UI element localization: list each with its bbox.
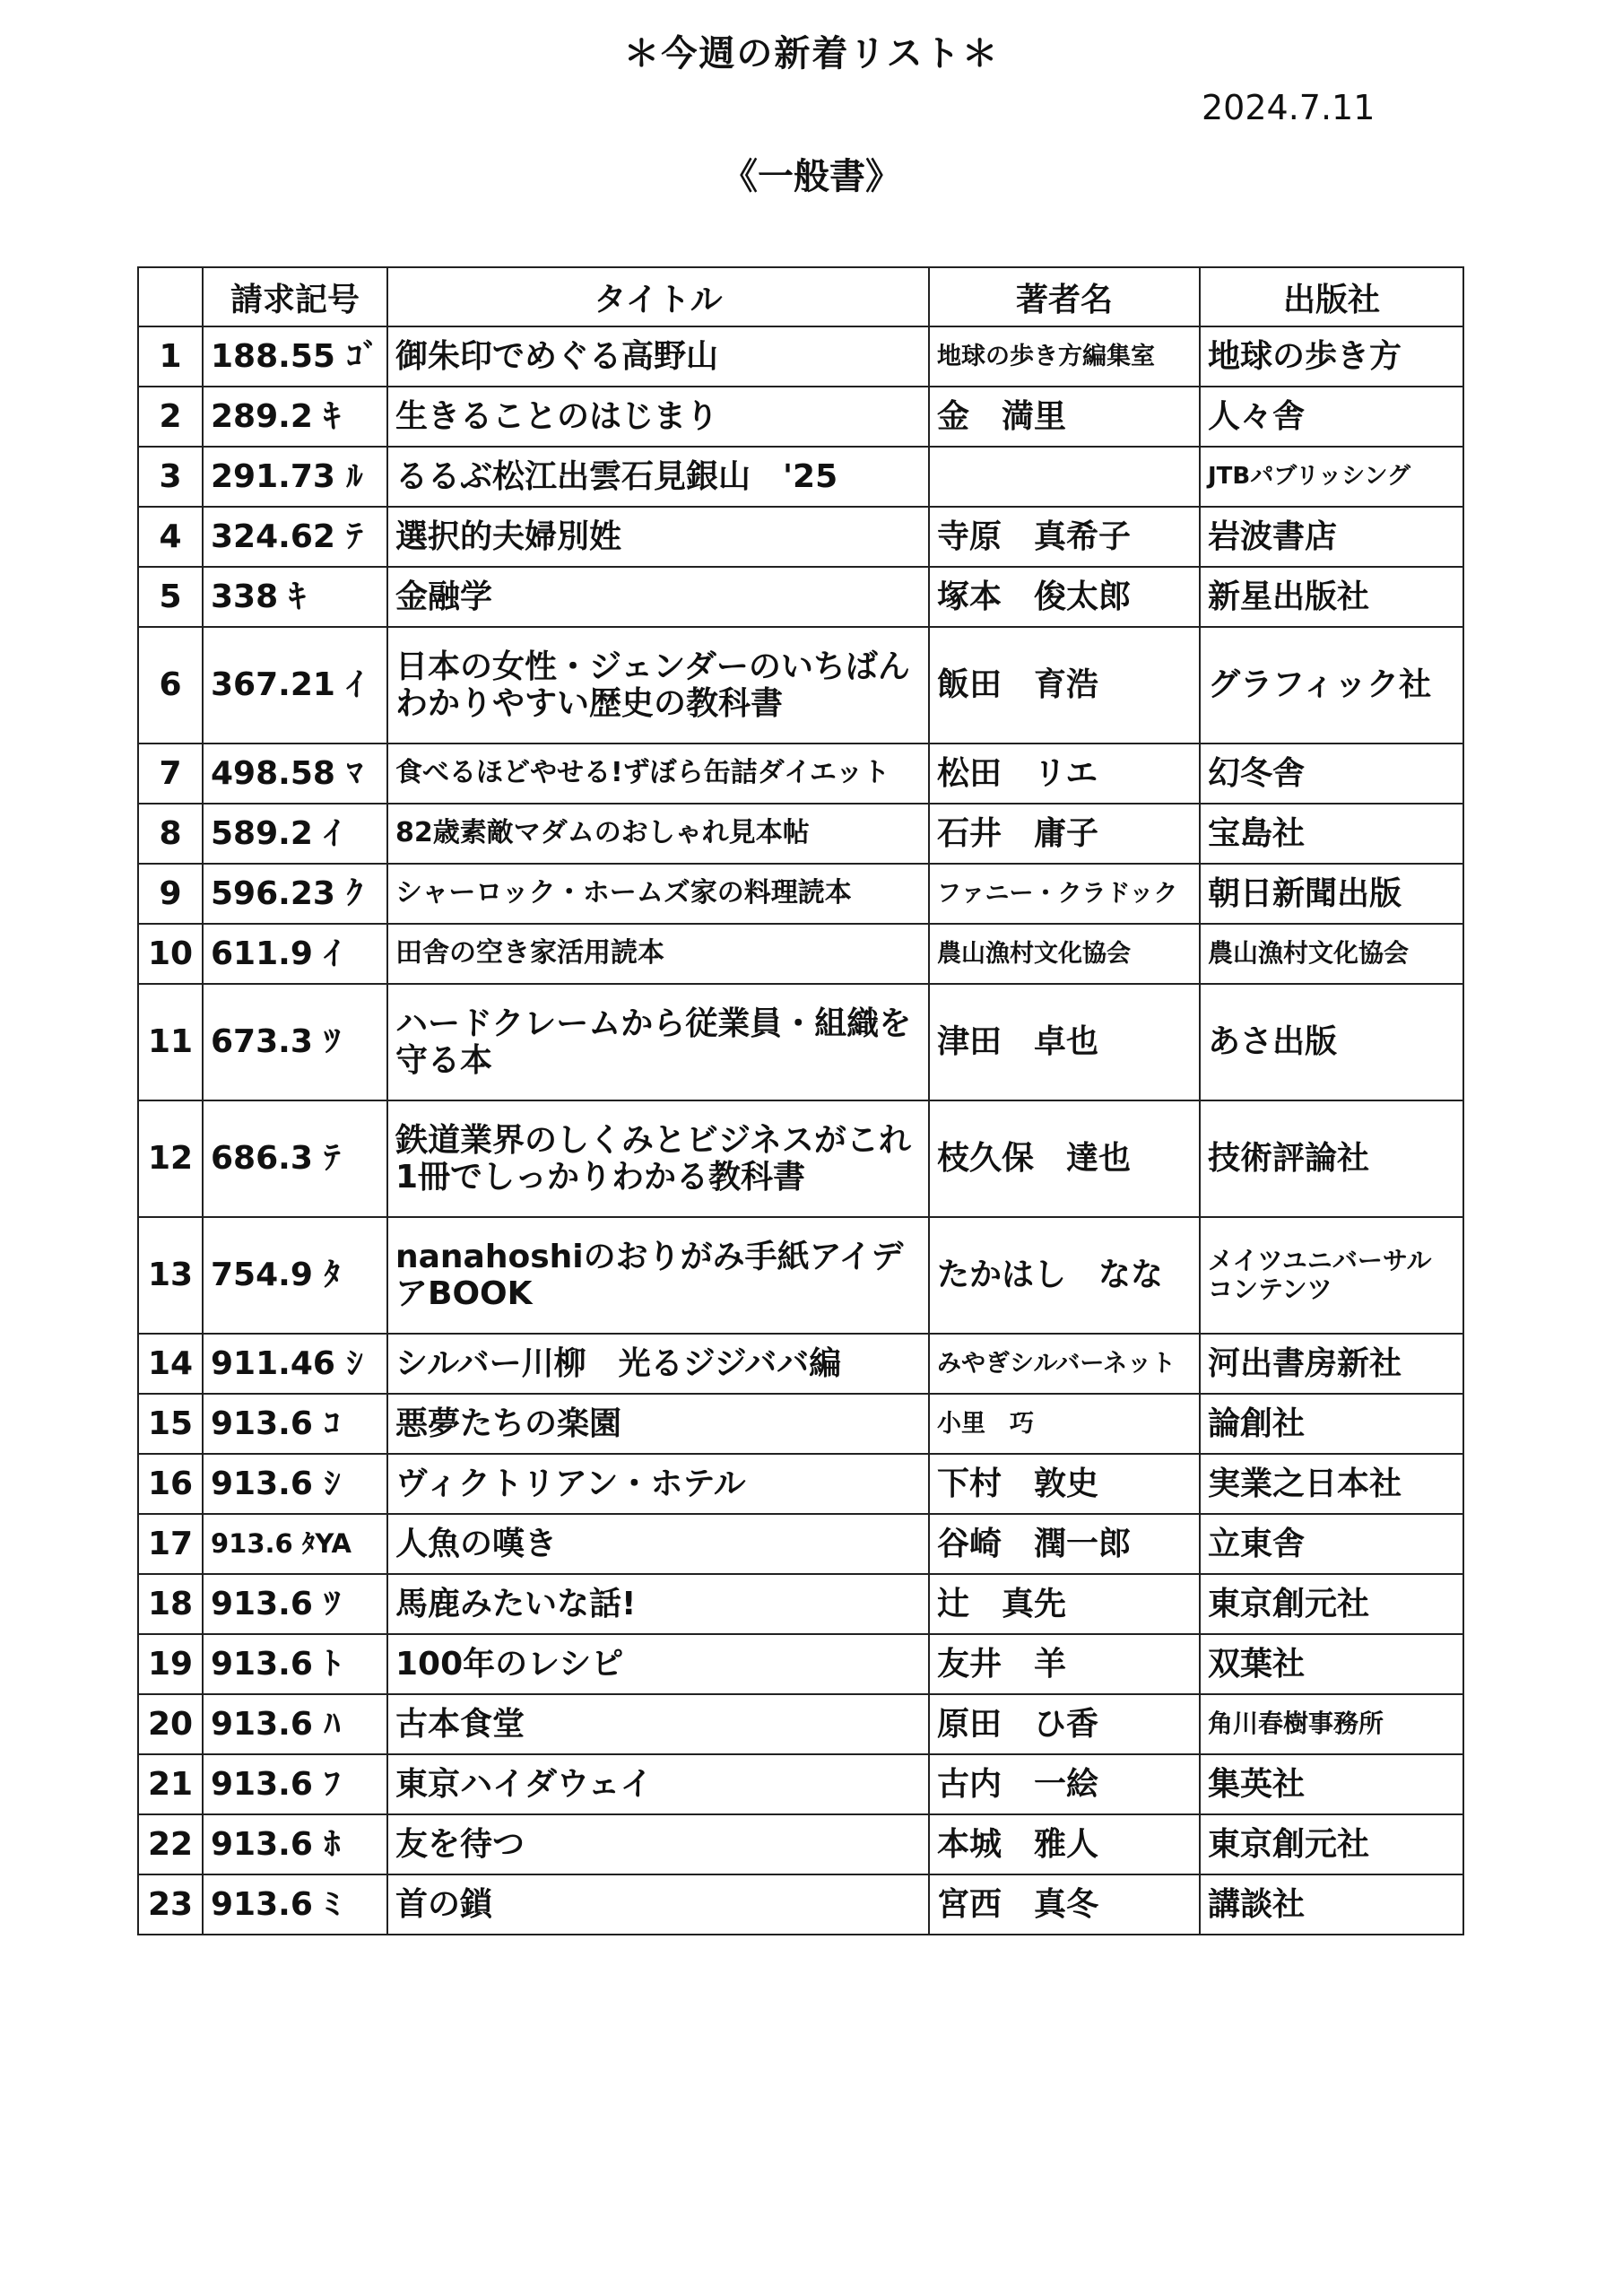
book-author: 寺原 真希子 bbox=[929, 507, 1200, 567]
column-header-number bbox=[138, 267, 203, 326]
book-author: みやぎシルバーネット bbox=[929, 1334, 1200, 1394]
call-number: 913.6 ﾊ bbox=[203, 1694, 387, 1754]
row-number: 20 bbox=[138, 1694, 203, 1754]
table-row bbox=[138, 1217, 1463, 1334]
book-publisher: 宝島社 bbox=[1200, 804, 1463, 864]
book-title: 人魚の嘆き bbox=[387, 1514, 929, 1574]
column-header-title: タイトル bbox=[387, 267, 929, 326]
table-row bbox=[138, 864, 1463, 924]
call-number: 596.23 ｸ bbox=[203, 864, 387, 924]
column-header-call-number: 請求記号 bbox=[203, 267, 387, 326]
book-title: るるぶ松江出雲石見銀山 '25 bbox=[387, 447, 929, 507]
call-number: 913.6 ﾐ bbox=[203, 1874, 387, 1935]
book-publisher: 角川春樹事務所 bbox=[1200, 1694, 1463, 1754]
table-row bbox=[138, 507, 1463, 567]
call-number: 913.6 ﾂ bbox=[203, 1574, 387, 1634]
table-row bbox=[138, 326, 1463, 387]
book-title: 田舎の空き家活用読本 bbox=[387, 924, 929, 984]
table-row bbox=[138, 984, 1463, 1100]
row-number: 16 bbox=[138, 1454, 203, 1514]
book-author: 枝久保 達也 bbox=[929, 1100, 1200, 1217]
row-number: 13 bbox=[138, 1217, 203, 1334]
book-publisher: グラフィック社 bbox=[1200, 627, 1463, 744]
table-row bbox=[138, 1394, 1463, 1454]
call-number: 291.73 ﾙ bbox=[203, 447, 387, 507]
call-number: 754.9 ﾀ bbox=[203, 1217, 387, 1334]
book-title: 古本食堂 bbox=[387, 1694, 929, 1754]
row-number: 12 bbox=[138, 1100, 203, 1217]
book-title: 100年のレシピ bbox=[387, 1634, 929, 1694]
book-title: 日本の女性・ジェンダーのいちばんわかりやすい歴史の教科書 bbox=[387, 627, 929, 744]
call-number: 289.2 ｷ bbox=[203, 387, 387, 447]
book-author: 松田 リエ bbox=[929, 744, 1200, 804]
book-title: シャーロック・ホームズ家の料理読本 bbox=[387, 864, 929, 924]
book-publisher: 双葉社 bbox=[1200, 1634, 1463, 1694]
row-number: 11 bbox=[138, 984, 203, 1100]
table-row bbox=[138, 1574, 1463, 1634]
book-publisher: 新星出版社 bbox=[1200, 567, 1463, 627]
table-row bbox=[138, 1454, 1463, 1514]
book-author: 下村 敦史 bbox=[929, 1454, 1200, 1514]
row-number: 22 bbox=[138, 1814, 203, 1874]
book-author: 塚本 俊太郎 bbox=[929, 567, 1200, 627]
book-publisher: 朝日新聞出版 bbox=[1200, 864, 1463, 924]
row-number: 6 bbox=[138, 627, 203, 744]
table-row bbox=[138, 744, 1463, 804]
book-author: 本城 雅人 bbox=[929, 1814, 1200, 1874]
table-row bbox=[138, 1814, 1463, 1874]
section-subtitle: 《一般書》 bbox=[722, 156, 901, 197]
book-publisher: 河出書房新社 bbox=[1200, 1334, 1463, 1394]
book-author: 飯田 育浩 bbox=[929, 627, 1200, 744]
row-number: 1 bbox=[138, 326, 203, 387]
book-title: 選択的夫婦別姓 bbox=[387, 507, 929, 567]
book-author: 古内 一絵 bbox=[929, 1754, 1200, 1814]
book-author: 友井 羊 bbox=[929, 1634, 1200, 1694]
call-number: 913.6 ｼ bbox=[203, 1454, 387, 1514]
row-number: 8 bbox=[138, 804, 203, 864]
book-publisher: 岩波書店 bbox=[1200, 507, 1463, 567]
call-number: 611.9 ｲ bbox=[203, 924, 387, 984]
book-title: 82歳素敵マダムのおしゃれ見本帖 bbox=[387, 804, 929, 864]
row-number: 5 bbox=[138, 567, 203, 627]
table-row bbox=[138, 1754, 1463, 1814]
book-author: 地球の歩き方編集室 bbox=[929, 326, 1200, 387]
book-author bbox=[929, 447, 1200, 507]
book-title: 悪夢たちの楽園 bbox=[387, 1394, 929, 1454]
table-header-row bbox=[138, 267, 1463, 326]
table-row bbox=[138, 1874, 1463, 1935]
table-row bbox=[138, 804, 1463, 864]
table-row bbox=[138, 1694, 1463, 1754]
book-title: 金融学 bbox=[387, 567, 929, 627]
call-number: 911.46 ｼ bbox=[203, 1334, 387, 1394]
book-title: 東京ハイダウェイ bbox=[387, 1754, 929, 1814]
row-number: 18 bbox=[138, 1574, 203, 1634]
row-number: 10 bbox=[138, 924, 203, 984]
book-title: ヴィクトリアン・ホテル bbox=[387, 1454, 929, 1514]
table-row bbox=[138, 567, 1463, 627]
call-number: 367.21 ｲ bbox=[203, 627, 387, 744]
row-number: 3 bbox=[138, 447, 203, 507]
book-author: 谷崎 潤一郎 bbox=[929, 1514, 1200, 1574]
book-title: 御朱印でめぐる高野山 bbox=[387, 326, 929, 387]
table-row bbox=[138, 1634, 1463, 1694]
table-row bbox=[138, 1334, 1463, 1394]
book-publisher: メイツユニバーサルコンテンツ bbox=[1200, 1217, 1463, 1334]
row-number: 21 bbox=[138, 1754, 203, 1814]
book-title: シルバー川柳 光るジジババ編 bbox=[387, 1334, 929, 1394]
book-author: ファニー・クラドック bbox=[929, 864, 1200, 924]
book-publisher: 東京創元社 bbox=[1200, 1574, 1463, 1634]
book-publisher: 実業之日本社 bbox=[1200, 1454, 1463, 1514]
book-author: 金 満里 bbox=[929, 387, 1200, 447]
row-number: 9 bbox=[138, 864, 203, 924]
call-number: 673.3 ﾂ bbox=[203, 984, 387, 1100]
book-author: 辻 真先 bbox=[929, 1574, 1200, 1634]
book-author: 農山漁村文化協会 bbox=[929, 924, 1200, 984]
book-publisher: 農山漁村文化協会 bbox=[1200, 924, 1463, 984]
call-number: 913.6 ﾎ bbox=[203, 1814, 387, 1874]
book-publisher: 技術評論社 bbox=[1200, 1100, 1463, 1217]
call-number: 913.6 ｺ bbox=[203, 1394, 387, 1454]
book-author: たかはし なな bbox=[929, 1217, 1200, 1334]
book-publisher: 立東舎 bbox=[1200, 1514, 1463, 1574]
book-title: ハードクレームから従業員・組織を守る本 bbox=[387, 984, 929, 1100]
table-row bbox=[138, 1100, 1463, 1217]
call-number: 913.6 ﾄ bbox=[203, 1634, 387, 1694]
column-header-publisher: 出版社 bbox=[1200, 267, 1463, 326]
book-publisher: 幻冬舎 bbox=[1200, 744, 1463, 804]
table-row bbox=[138, 447, 1463, 507]
book-publisher: JTBパブリッシング bbox=[1200, 447, 1463, 507]
book-title: nanahoshiのおりがみ手紙アイデアBOOK bbox=[387, 1217, 929, 1334]
row-number: 4 bbox=[138, 507, 203, 567]
row-number: 23 bbox=[138, 1874, 203, 1935]
table-row bbox=[138, 1514, 1463, 1574]
book-publisher: 講談社 bbox=[1200, 1874, 1463, 1935]
row-number: 14 bbox=[138, 1334, 203, 1394]
book-author: 原田 ひ香 bbox=[929, 1694, 1200, 1754]
book-publisher: 地球の歩き方 bbox=[1200, 326, 1463, 387]
book-title: 食べるほどやせる!ずぼら缶詰ダイエット bbox=[387, 744, 929, 804]
page-title: ＊今週の新着リスト＊ bbox=[623, 33, 1000, 74]
book-title: 生きることのはじまり bbox=[387, 387, 929, 447]
book-publisher: 人々舎 bbox=[1200, 387, 1463, 447]
row-number: 17 bbox=[138, 1514, 203, 1574]
table-row bbox=[138, 387, 1463, 447]
book-publisher: あさ出版 bbox=[1200, 984, 1463, 1100]
table-row bbox=[138, 924, 1463, 984]
book-author: 津田 卓也 bbox=[929, 984, 1200, 1100]
book-title: 友を待つ bbox=[387, 1814, 929, 1874]
column-header-author: 著者名 bbox=[929, 267, 1200, 326]
book-title: 首の鎖 bbox=[387, 1874, 929, 1935]
call-number: 338 ｷ bbox=[203, 567, 387, 627]
book-publisher: 東京創元社 bbox=[1200, 1814, 1463, 1874]
call-number: 188.55 ｺﾞ bbox=[203, 326, 387, 387]
call-number: 686.3 ﾃ bbox=[203, 1100, 387, 1217]
book-author: 小里 巧 bbox=[929, 1394, 1200, 1454]
book-publisher: 論創社 bbox=[1200, 1394, 1463, 1454]
book-title: 馬鹿みたいな話! bbox=[387, 1574, 929, 1634]
call-number: 498.58 ﾏ bbox=[203, 744, 387, 804]
call-number: 913.6 ﾀYA bbox=[203, 1514, 387, 1574]
row-number: 7 bbox=[138, 744, 203, 804]
call-number: 324.62 ﾃ bbox=[203, 507, 387, 567]
list-date: 2024.7.11 bbox=[1202, 88, 1376, 127]
book-publisher: 集英社 bbox=[1200, 1754, 1463, 1814]
table-row bbox=[138, 627, 1463, 744]
book-author: 宮西 真冬 bbox=[929, 1874, 1200, 1935]
row-number: 15 bbox=[138, 1394, 203, 1454]
book-title: 鉄道業界のしくみとビジネスがこれ1冊でしっかりわかる教科書 bbox=[387, 1100, 929, 1217]
row-number: 19 bbox=[138, 1634, 203, 1694]
new-books-table bbox=[137, 266, 1464, 1935]
call-number: 913.6 ﾌ bbox=[203, 1754, 387, 1814]
book-author: 石井 庸子 bbox=[929, 804, 1200, 864]
row-number: 2 bbox=[138, 387, 203, 447]
call-number: 589.2 ｲ bbox=[203, 804, 387, 864]
